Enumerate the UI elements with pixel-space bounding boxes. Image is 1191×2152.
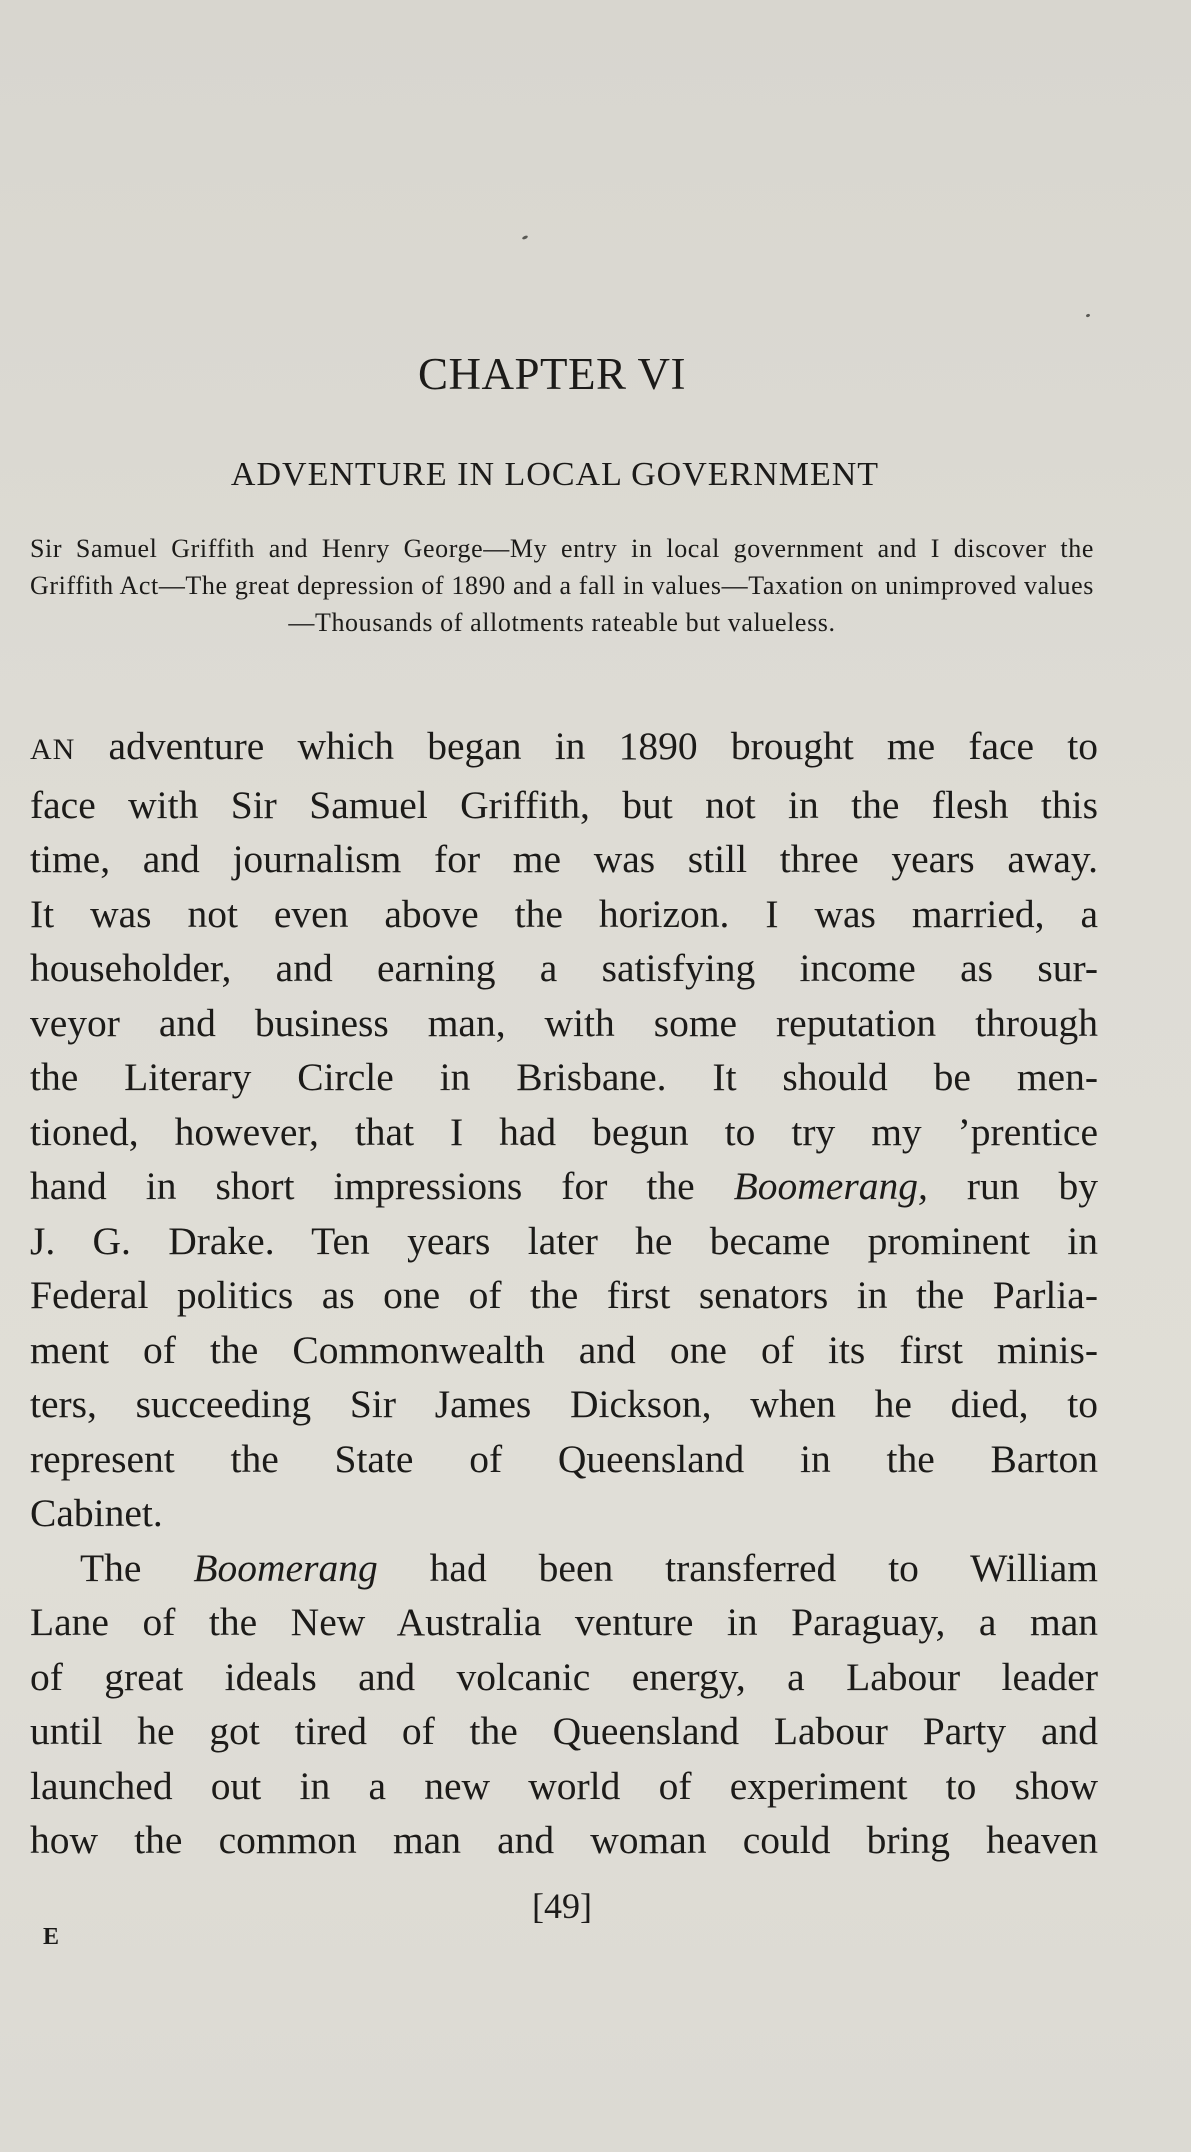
signature-mark: E: [43, 1924, 60, 1950]
paper-speck: [522, 235, 529, 240]
text-line: ment of the Commonwealth and one of its first minis-: [30, 1327, 1098, 1372]
text-line: Cabinet.: [30, 1491, 163, 1535]
text-line: tioned, however, that I had begun to try my ’prentice: [30, 1109, 1098, 1154]
text-line: launched out in a new world of experiment to show: [30, 1763, 1098, 1808]
chapter-title: CHAPTER VI: [418, 349, 686, 399]
text-line: represent the State of Queensland in the Barton: [30, 1436, 1098, 1481]
publication-title: Boomerang,: [733, 1164, 928, 1208]
publication-title: Boomerang: [193, 1545, 378, 1590]
text-line: the Literary Circle in Brisbane. It should be men-: [30, 1055, 1098, 1099]
text-line: ters, succeeding Sir James Dickson, when he died, to: [30, 1382, 1098, 1426]
text-line: Federal politics as one of the first senators in the Parlia-: [30, 1273, 1098, 1317]
paragraph-2: [30, 1541, 1098, 1868]
text-line: The Boomerang had been transferred to William: [80, 1545, 1099, 1590]
chapter-synopsis: Sir Samuel Griffith and Henry George—My entry in local government and I discover the Griffith Act—The great depression of 1890 and a fall in values—Taxation on unimproved values—Thousands of allotments rateable but valueless.: [30, 534, 1094, 637]
text-line: It was not even above the horizon. I was married, a: [30, 891, 1098, 936]
page-number: [49]: [532, 1886, 592, 1926]
text-line: householder, and earning a satisfying income as sur-: [30, 946, 1098, 990]
chapter-subtitle: ADVENTURE IN LOCAL GOVERNMENT: [230, 456, 880, 493]
text-line: J. G. Drake. Ten years later he became prominent in: [30, 1218, 1098, 1263]
text-line: veyor and business man, with some reputation through: [30, 1000, 1098, 1045]
text-line: hand in short impressions for the Boomerang, run by: [30, 1164, 1099, 1208]
text-line: face with Sir Samuel Griffith, but not in the flesh this: [30, 782, 1098, 827]
text-line: time, and journalism for me was still three years away.: [30, 837, 1098, 881]
paragraph-1: [30, 719, 1098, 1541]
text-line: AN adventure which began in 1890 brought me face to: [30, 724, 1099, 768]
paper-speck: [1086, 313, 1091, 317]
body-text: [30, 719, 1098, 1868]
text-line: Lane of the New Australia venture in Paraguay, a man: [30, 1600, 1098, 1644]
text-line: of great ideals and volcanic energy, a Labour leader: [30, 1654, 1098, 1699]
text-line: until he got tired of the Queensland Labour Party and: [30, 1709, 1098, 1753]
text-line: how the common man and woman could bring heaven: [30, 1818, 1098, 1862]
drop-cap-word: AN: [30, 733, 76, 766]
